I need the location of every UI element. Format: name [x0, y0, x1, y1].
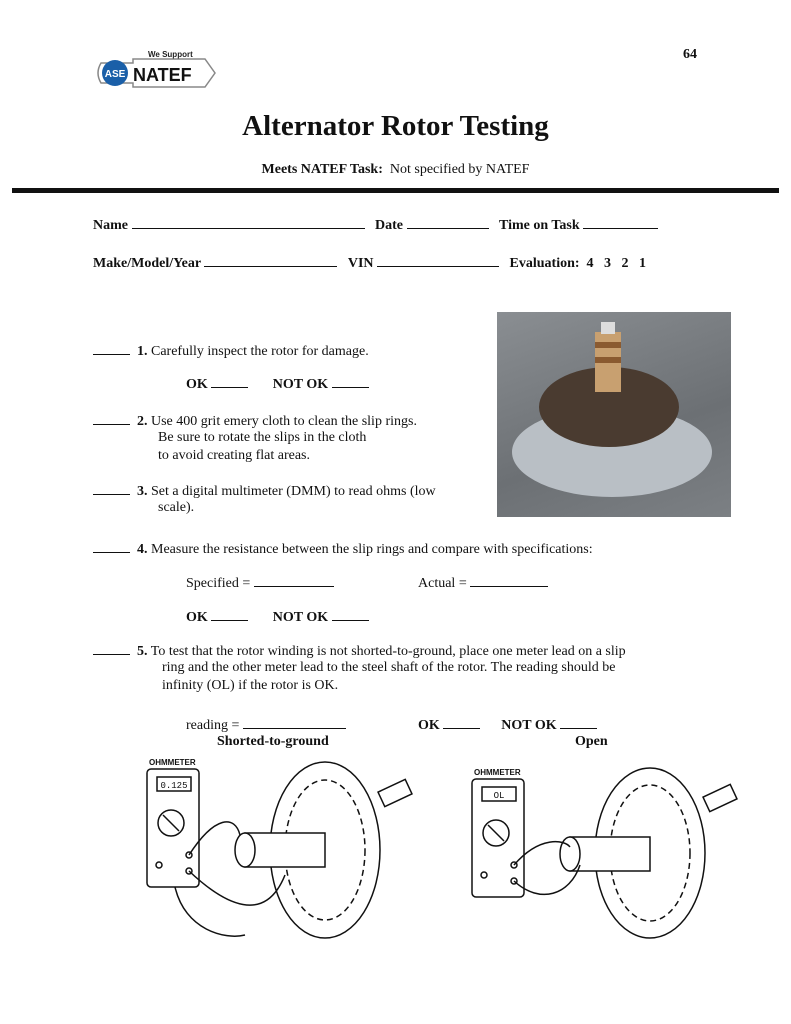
- step-5-text: To test that the rotor winding is not shorted-to-ground, place one meter lead on a slip: [150, 644, 626, 659]
- natef-logo: [93, 45, 218, 105]
- actual-label: Actual =: [418, 576, 467, 591]
- step-4-text: Measure the resistance between the slip rings and compare with specifications:: [151, 542, 593, 557]
- svg-text:ASE: ASE: [104, 69, 126, 80]
- meter-label: OHMMETER: [474, 768, 521, 777]
- divider: [12, 188, 779, 193]
- rotor-photo: [497, 312, 731, 517]
- step-5-notok-label: NOT OK: [501, 718, 557, 733]
- step-3-number: 3.: [137, 484, 148, 499]
- fields-row-1: [93, 216, 658, 234]
- step-1-notok-label: NOT OK: [272, 377, 329, 392]
- step-5-text-2: ring and the other meter lead to the steel shaft of the rotor. The reading should be: [162, 660, 616, 675]
- svg-text:NATEF: NATEF: [133, 65, 192, 85]
- step-1-ok-field[interactable]: [211, 375, 248, 388]
- time-field[interactable]: [583, 216, 658, 229]
- meter-label: OHMMETER: [149, 758, 196, 767]
- step-5-number: 5.: [137, 644, 148, 659]
- vin-label: VIN: [347, 256, 374, 271]
- step-1-notok-field[interactable]: [332, 375, 369, 388]
- specified-label: Specified =: [186, 576, 251, 591]
- natef-task: [0, 162, 791, 178]
- evaluation-label: Evaluation:: [509, 256, 580, 271]
- step-1-ok-label: OK: [186, 377, 208, 392]
- score-1[interactable]: 1: [639, 256, 647, 271]
- caption-open: Open: [575, 734, 608, 749]
- step-2-text-3: to avoid creating flat areas.: [158, 448, 310, 463]
- date-field[interactable]: [407, 216, 489, 229]
- step-1-text: Carefully inspect the rotor for damage.: [151, 344, 369, 359]
- reading-field[interactable]: [243, 716, 346, 729]
- task-label: Meets NATEF Task:: [261, 162, 383, 177]
- task-value: Not specified by NATEF: [389, 162, 530, 177]
- meter-display: 0.125: [160, 781, 188, 791]
- actual-field[interactable]: [470, 574, 548, 587]
- step-4-number: 4.: [137, 542, 148, 557]
- step-1-number: 1.: [137, 344, 148, 359]
- step-4-ok-label: OK: [186, 610, 208, 625]
- step-5-notok-field[interactable]: [560, 716, 597, 729]
- meter-display: OL: [493, 791, 505, 801]
- score-2[interactable]: 2: [621, 256, 629, 271]
- step-3-check[interactable]: [93, 482, 130, 495]
- diagram-open: [470, 765, 750, 940]
- caption-shorted: Shorted-to-ground: [217, 734, 329, 749]
- date-label: Date: [375, 218, 403, 233]
- step-2-number: 2.: [137, 414, 148, 429]
- step-4-check[interactable]: [93, 540, 130, 553]
- step-1-check[interactable]: [93, 342, 130, 355]
- step-2-text-2: Be sure to rotate the slips in the cloth: [158, 430, 367, 445]
- step-2-text: Use 400 grit emery cloth to clean the slip rings.: [151, 414, 417, 429]
- step-5-ok-label: OK: [418, 718, 440, 733]
- step-5-text-3: infinity (OL) if the rotor is OK.: [162, 678, 339, 693]
- step-4-notok-label: NOT OK: [272, 610, 329, 625]
- step-3-text-2: scale).: [158, 500, 195, 515]
- time-label: Time on Task: [499, 218, 580, 233]
- score-4[interactable]: 4: [586, 256, 594, 271]
- diagram-shorted: [145, 755, 425, 940]
- name-label: Name: [93, 218, 128, 233]
- fields-row-2: [93, 254, 646, 272]
- score-3[interactable]: 3: [604, 256, 612, 271]
- page-title: Alternator Rotor Testing: [242, 110, 549, 142]
- step-5-check[interactable]: [93, 642, 130, 655]
- reading-label: reading =: [186, 718, 240, 733]
- step-3-text: Set a digital multimeter (DMM) to read ohms (low: [151, 484, 436, 499]
- page-number: 64: [683, 47, 697, 62]
- mmy-label: Make/Model/Year: [93, 256, 201, 271]
- step-2-check[interactable]: [93, 412, 130, 425]
- svg-text:We Support: We Support: [148, 50, 193, 59]
- step-5-ok-field[interactable]: [443, 716, 480, 729]
- step-4-ok-field[interactable]: [211, 608, 248, 621]
- vin-field[interactable]: [377, 254, 499, 267]
- name-field[interactable]: [132, 216, 365, 229]
- mmy-field[interactable]: [204, 254, 337, 267]
- specified-field[interactable]: [254, 574, 334, 587]
- step-4-notok-field[interactable]: [332, 608, 369, 621]
